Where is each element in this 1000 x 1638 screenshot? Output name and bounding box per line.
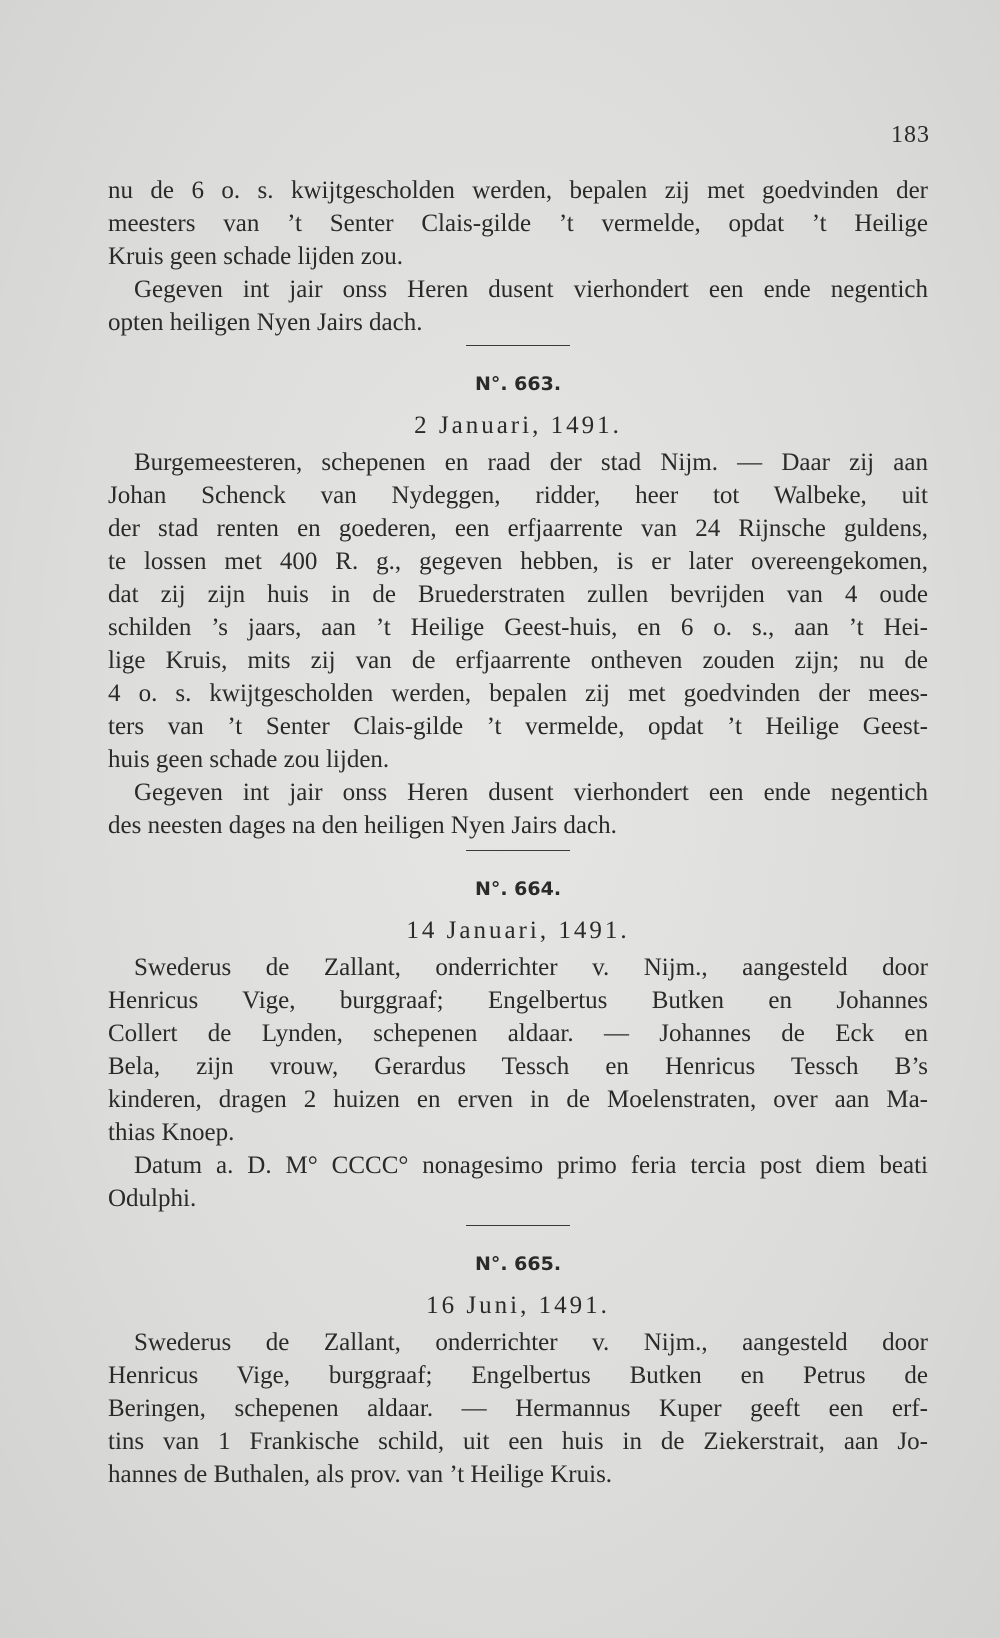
text-line: nu de 6 o. s. kwijtgescholden werden, bepalen zij met goedvinden der [108, 177, 928, 204]
text-line: schilden ’s jaars, aan ’t Heilige Geest-huis, en 6 o. s., aan ’t Hei- [108, 614, 928, 641]
text-line: 4 o. s. kwijtgescholden werden, bepalen zij met goedvinden der mees- [108, 680, 928, 707]
text-line: Swederus de Zallant, onderrichter v. Nijm., aangesteld door [134, 1329, 928, 1356]
entry-number: N°. 663. [474, 373, 562, 395]
closing-line: Gegeven int jair onss Heren dusent vierhondert een ende negentich [134, 779, 928, 806]
entry-date: 16 Juni, 1491. [426, 1292, 610, 1319]
text-line: Kruis geen schade lijden zou. [108, 243, 404, 270]
text-line: ters van ’t Senter Clais-gilde ’t vermelde, opdat ’t Heilige Geest- [108, 713, 928, 740]
text-line: Henricus Vige, burggraaf; Engelbertus Butken en Johannes [108, 987, 928, 1014]
closing-line: Odulphi. [108, 1185, 197, 1212]
text-line: thias Knoep. [108, 1119, 235, 1146]
entry-date: 2 Januari, 1491. [414, 412, 622, 439]
closing-line: opten heiligen Nyen Jairs dach. [108, 309, 423, 336]
text-line: Henricus Vige, burggraaf; Engelbertus Butken en Petrus de [108, 1362, 928, 1389]
section-divider [466, 345, 570, 346]
section-divider [466, 850, 570, 851]
page-number: 183 [891, 122, 930, 148]
entry-date: 14 Januari, 1491. [406, 917, 630, 944]
text-line: meesters van ’t Senter Clais-gilde ’t vermelde, opdat ’t Heilige [108, 210, 928, 237]
text-line: kinderen, dragen 2 huizen en erven in de Moelenstraten, over aan Ma- [108, 1086, 928, 1113]
text-line: Swederus de Zallant, onderrichter v. Nijm., aangesteld door [134, 954, 928, 981]
text-line: Bela, zijn vrouw, Gerardus Tessch en Henricus Tessch B’s [108, 1053, 928, 1080]
text-line: te lossen met 400 R. g., gegeven hebben, is er later overeengekomen, [108, 548, 928, 575]
closing-line: des neesten dages na den heiligen Nyen Jairs dach. [108, 812, 617, 839]
text-line: Collert de Lynden, schepenen aldaar. — Johannes de Eck en [108, 1020, 928, 1047]
entry-number: N°. 665. [474, 1253, 562, 1275]
closing-line: Gegeven int jair onss Heren dusent vierhondert een ende negentich [134, 276, 928, 303]
closing-line: Datum a. D. M° CCCC° nonagesimo primo feria tercia post diem beati [134, 1152, 928, 1179]
text-line: hannes de Buthalen, als prov. van ’t Heilige Kruis. [108, 1461, 613, 1488]
body-text [108, 174, 928, 1491]
section-divider [466, 1225, 570, 1226]
text-line: Beringen, schepenen aldaar. — Hermannus Kuper geeft een erf- [108, 1395, 928, 1422]
entry-number: N°. 664. [474, 878, 562, 900]
text-line: lige Kruis, mits zij van de erfjaarrente ontheven zouden zijn; nu de [108, 647, 928, 674]
text-line: tins van 1 Frankische schild, uit een huis in de Ziekerstrait, aan Jo- [108, 1428, 928, 1455]
text-line: huis geen schade zou lijden. [108, 746, 390, 773]
text-line: der stad renten en goederen, een erfjaarrente van 24 Rijnsche guldens, [108, 515, 928, 542]
text-line: Burgemeesteren, schepenen en raad der stad Nijm. — Daar zij aan [134, 449, 928, 476]
text-line: dat zij zijn huis in de Bruederstraten zullen bevrijden van 4 oude [108, 581, 928, 608]
text-line: Johan Schenck van Nydeggen, ridder, heer tot Walbeke, uit [108, 482, 928, 509]
